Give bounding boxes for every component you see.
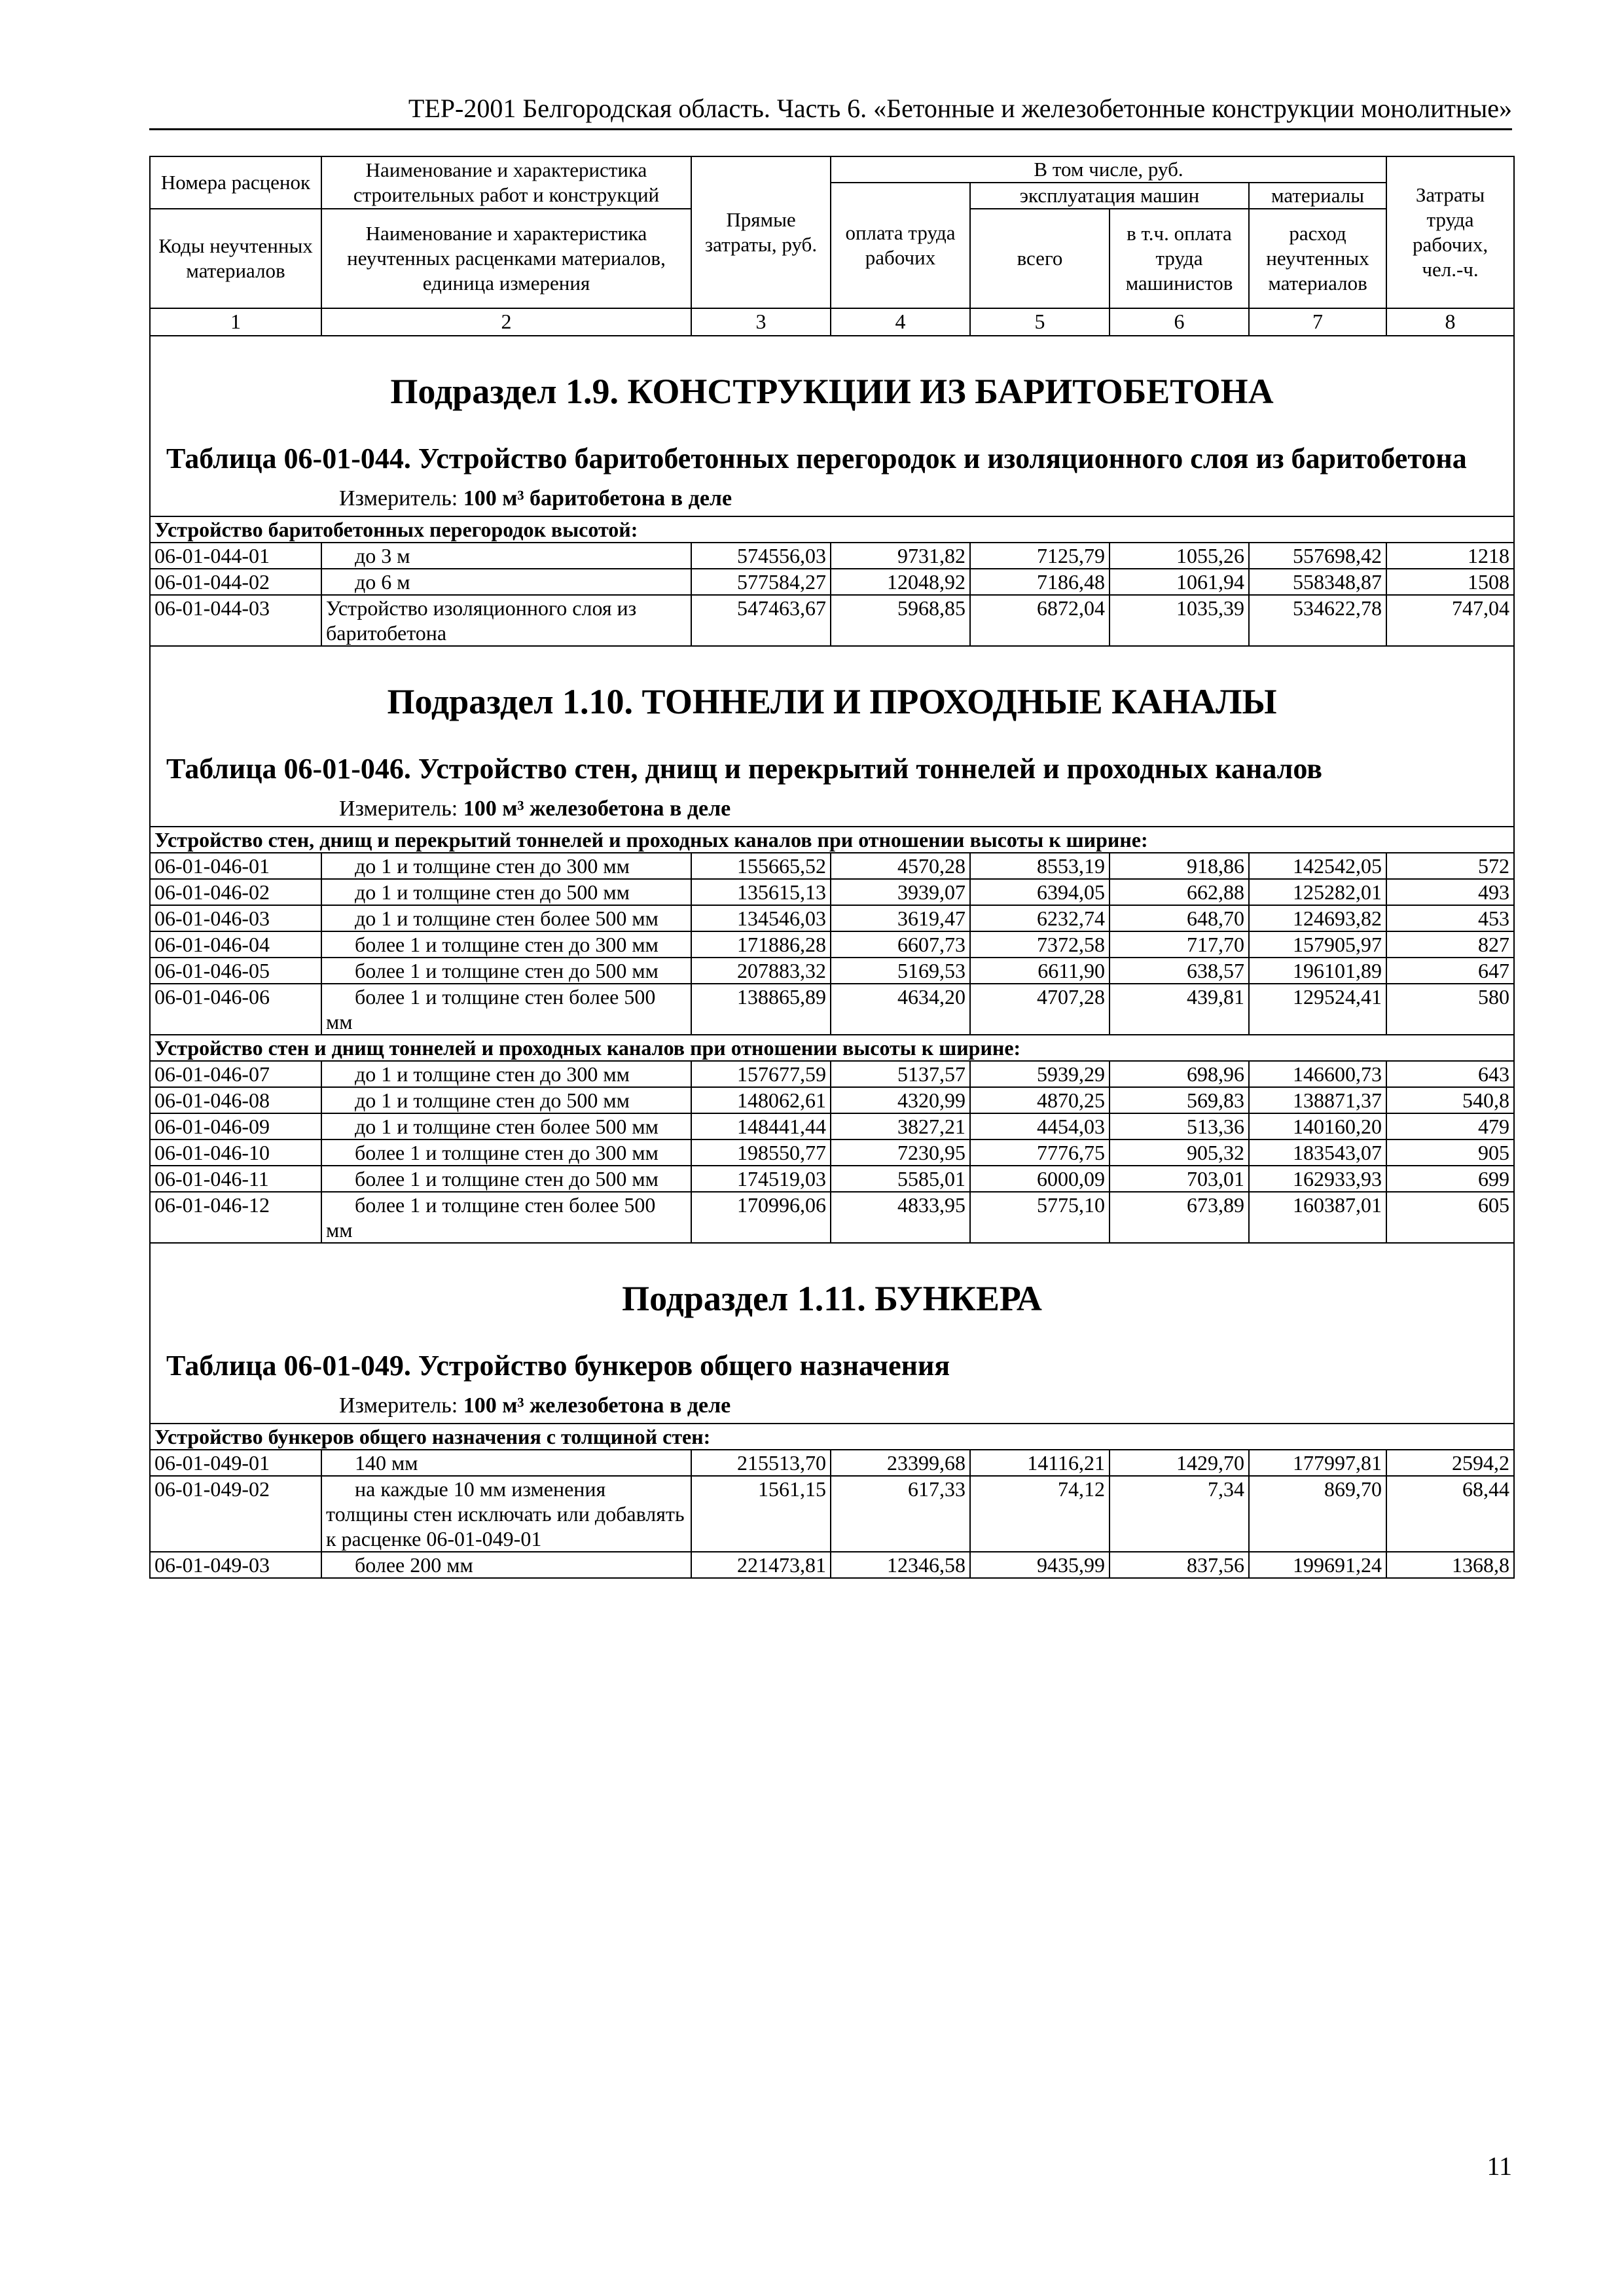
header-col4: оплата труда рабочих xyxy=(831,183,970,308)
work-name: 140 мм xyxy=(321,1450,691,1476)
work-name: более 200 мм xyxy=(321,1552,691,1578)
value-c8: 540,8 xyxy=(1386,1087,1514,1113)
value-c8: 68,44 xyxy=(1386,1476,1514,1552)
rate-code: 06-01-046-02 xyxy=(150,879,321,905)
value-c6: 717,70 xyxy=(1110,931,1249,958)
value-c7: 146600,73 xyxy=(1249,1061,1386,1087)
meter-label: Измеритель: xyxy=(339,1393,458,1418)
rate-code: 06-01-049-02 xyxy=(150,1476,321,1552)
value-c7: 558348,87 xyxy=(1249,569,1386,595)
value-c8: 643 xyxy=(1386,1061,1514,1087)
page-number: 11 xyxy=(1487,2151,1512,2181)
meter-value: 100 м³ железобетона в деле xyxy=(463,797,731,821)
value-c3: 577584,27 xyxy=(691,569,831,595)
value-c7: 162933,93 xyxy=(1249,1166,1386,1192)
table-row xyxy=(150,879,1514,905)
value-c4: 4833,95 xyxy=(831,1192,970,1243)
meter-label: Измеритель: xyxy=(339,486,458,511)
value-c7: 142542,05 xyxy=(1249,853,1386,879)
value-c7: 157905,97 xyxy=(1249,931,1386,958)
value-c4: 3619,47 xyxy=(831,905,970,931)
table-row xyxy=(150,1087,1514,1113)
rate-code: 06-01-046-07 xyxy=(150,1061,321,1087)
header-machines: эксплуатация машин xyxy=(970,183,1249,209)
table-title-text: Устройство баритобетонных перегородок и изоляционного слоя из баритобетона xyxy=(418,442,1467,475)
work-name: до 1 и толщине стен более 500 мм xyxy=(321,1113,691,1139)
value-c4: 5585,01 xyxy=(831,1166,970,1192)
section-header-row xyxy=(150,1243,1514,1424)
value-c8: 827 xyxy=(1386,931,1514,958)
header-col6: в т.ч. оплата труда машинистов xyxy=(1110,209,1249,308)
rate-code: 06-01-046-09 xyxy=(150,1113,321,1139)
value-c8: 905 xyxy=(1386,1139,1514,1166)
value-c3: 1561,15 xyxy=(691,1476,831,1552)
value-c3: 138865,89 xyxy=(691,984,831,1035)
value-c5: 6000,09 xyxy=(970,1166,1110,1192)
meter-line xyxy=(339,1391,1509,1420)
value-c4: 12346,58 xyxy=(831,1552,970,1578)
value-c4: 3827,21 xyxy=(831,1113,970,1139)
table-label: Таблица 06-01-044. xyxy=(166,442,411,475)
work-name: до 6 м xyxy=(321,569,691,595)
rate-code: 06-01-046-03 xyxy=(150,905,321,931)
section-header-row xyxy=(150,646,1514,827)
value-c7: 140160,20 xyxy=(1249,1113,1386,1139)
value-c5: 4454,03 xyxy=(970,1113,1110,1139)
value-c6: 1061,94 xyxy=(1110,569,1249,595)
value-c5: 7776,75 xyxy=(970,1139,1110,1166)
group-header-row xyxy=(150,827,1514,853)
value-c7: 557698,42 xyxy=(1249,543,1386,569)
header-col8: Затраты труда рабочих, чел.-ч. xyxy=(1386,156,1514,308)
value-c6: 703,01 xyxy=(1110,1166,1249,1192)
value-c8: 580 xyxy=(1386,984,1514,1035)
value-c8: 1508 xyxy=(1386,569,1514,595)
value-c4: 23399,68 xyxy=(831,1450,970,1476)
value-c4: 7230,95 xyxy=(831,1139,970,1166)
value-c6: 905,32 xyxy=(1110,1139,1249,1166)
section-title: Подраздел 1.11. БУНКЕРА xyxy=(622,1279,1042,1318)
value-c3: 171886,28 xyxy=(691,931,831,958)
spacer xyxy=(411,1347,418,1385)
value-c5: 6394,05 xyxy=(970,879,1110,905)
value-c4: 5968,85 xyxy=(831,595,970,646)
value-c7: 138871,37 xyxy=(1249,1087,1386,1113)
spacer xyxy=(411,750,418,788)
value-c6: 439,81 xyxy=(1110,984,1249,1035)
value-c5: 7125,79 xyxy=(970,543,1110,569)
value-c7: 160387,01 xyxy=(1249,1192,1386,1243)
table-row xyxy=(150,1192,1514,1243)
rate-code: 06-01-046-05 xyxy=(150,958,321,984)
value-c3: 157677,59 xyxy=(691,1061,831,1087)
rate-code: 06-01-046-04 xyxy=(150,931,321,958)
value-c7: 199691,24 xyxy=(1249,1552,1386,1578)
value-c5: 7186,48 xyxy=(970,569,1110,595)
work-name: более 1 и толщине стен более 500 мм xyxy=(321,1192,691,1243)
table-row xyxy=(150,853,1514,879)
spacer xyxy=(458,1393,463,1418)
value-c5: 8553,19 xyxy=(970,853,1110,879)
value-c5: 7372,58 xyxy=(970,931,1110,958)
meter-value: 100 м³ баритобетона в деле xyxy=(463,486,732,511)
value-c3: 148062,61 xyxy=(691,1087,831,1113)
column-number: 7 xyxy=(1249,308,1386,336)
header-col1-bottom: Коды неучтенных материалов xyxy=(150,209,321,308)
value-c8: 1368,8 xyxy=(1386,1552,1514,1578)
table-row xyxy=(150,595,1514,646)
header-col1-top: Номера расценок xyxy=(150,156,321,209)
value-c6: 7,34 xyxy=(1110,1476,1249,1552)
value-c5: 4870,25 xyxy=(970,1087,1110,1113)
value-c3: 134546,03 xyxy=(691,905,831,931)
rate-code: 06-01-046-08 xyxy=(150,1087,321,1113)
value-c5: 5939,29 xyxy=(970,1061,1110,1087)
work-name: на каждые 10 мм изменения толщины стен исключать или добавлять к расценке 06-01-049-01 xyxy=(321,1476,691,1552)
spacer xyxy=(458,797,463,821)
table-title-text: Устройство стен, днищ и перекрытий тоннелей и проходных каналов xyxy=(418,753,1323,785)
header-rule xyxy=(149,128,1512,130)
value-c4: 4634,20 xyxy=(831,984,970,1035)
rate-code: 06-01-046-11 xyxy=(150,1166,321,1192)
value-c3: 174519,03 xyxy=(691,1166,831,1192)
value-c6: 1429,70 xyxy=(1110,1450,1249,1476)
value-c6: 648,70 xyxy=(1110,905,1249,931)
value-c8: 479 xyxy=(1386,1113,1514,1139)
value-c8: 605 xyxy=(1386,1192,1514,1243)
table-row xyxy=(150,1476,1514,1552)
rate-code: 06-01-049-03 xyxy=(150,1552,321,1578)
rate-code: 06-01-044-01 xyxy=(150,543,321,569)
value-c6: 662,88 xyxy=(1110,879,1249,905)
rate-code: 06-01-044-02 xyxy=(150,569,321,595)
value-c6: 673,89 xyxy=(1110,1192,1249,1243)
value-c4: 4320,99 xyxy=(831,1087,970,1113)
value-c6: 513,36 xyxy=(1110,1113,1249,1139)
value-c4: 5137,57 xyxy=(831,1061,970,1087)
section-title: Подраздел 1.9. КОНСТРУКЦИИ ИЗ БАРИТОБЕТОНА xyxy=(390,372,1274,411)
value-c3: 135615,13 xyxy=(691,879,831,905)
value-c5: 9435,99 xyxy=(970,1552,1110,1578)
column-number: 2 xyxy=(321,308,691,336)
section-header-cell xyxy=(150,646,1514,827)
value-c3: 215513,70 xyxy=(691,1450,831,1476)
value-c3: 148441,44 xyxy=(691,1113,831,1139)
header-col2-top: Наименование и характеристика строительных работ и конструкций xyxy=(321,156,691,209)
table-title xyxy=(166,750,1509,788)
value-c7: 869,70 xyxy=(1249,1476,1386,1552)
value-c6: 1035,39 xyxy=(1110,595,1249,646)
work-name: до 1 и толщине стен до 300 мм xyxy=(321,853,691,879)
value-c5: 4707,28 xyxy=(970,984,1110,1035)
value-c7: 129524,41 xyxy=(1249,984,1386,1035)
value-c8: 699 xyxy=(1386,1166,1514,1192)
table-label: Таблица 06-01-046. xyxy=(166,753,411,785)
value-c6: 698,96 xyxy=(1110,1061,1249,1087)
group-header-row xyxy=(150,516,1514,543)
value-c7: 177997,81 xyxy=(1249,1450,1386,1476)
table-row xyxy=(150,1061,1514,1087)
price-table xyxy=(149,156,1515,1579)
group-title: Устройство стен, днищ и перекрытий тоннелей и проходных каналов при отношении высоты к ширине: xyxy=(150,827,1514,853)
value-c5: 74,12 xyxy=(970,1476,1110,1552)
value-c5: 6611,90 xyxy=(970,958,1110,984)
table-row xyxy=(150,569,1514,595)
column-number: 8 xyxy=(1386,308,1514,336)
header-col2-bottom: Наименование и характеристика неучтенных расценками материалов, единица измерения xyxy=(321,209,691,308)
group-title: Устройство стен и днищ тоннелей и проходных каналов при отношении высоты к ширине: xyxy=(150,1035,1514,1061)
section-header-row xyxy=(150,336,1514,516)
value-c3: 170996,06 xyxy=(691,1192,831,1243)
column-number: 6 xyxy=(1110,308,1249,336)
value-c6: 918,86 xyxy=(1110,853,1249,879)
value-c8: 493 xyxy=(1386,879,1514,905)
value-c5: 5775,10 xyxy=(970,1192,1110,1243)
work-name: более 1 и толщине стен до 500 мм xyxy=(321,1166,691,1192)
section-title: Подраздел 1.10. ТОННЕЛИ И ПРОХОДНЫЕ КАНАЛЫ xyxy=(387,682,1277,721)
header-col5: всего xyxy=(970,209,1110,308)
value-c3: 207883,32 xyxy=(691,958,831,984)
work-name: до 3 м xyxy=(321,543,691,569)
column-number: 4 xyxy=(831,308,970,336)
value-c4: 6607,73 xyxy=(831,931,970,958)
work-name: до 1 и толщине стен до 500 мм xyxy=(321,1087,691,1113)
rate-code: 06-01-046-06 xyxy=(150,984,321,1035)
value-c8: 747,04 xyxy=(1386,595,1514,646)
value-c8: 647 xyxy=(1386,958,1514,984)
table-row xyxy=(150,543,1514,569)
value-c4: 12048,92 xyxy=(831,569,970,595)
value-c5: 6232,74 xyxy=(970,905,1110,931)
table-row xyxy=(150,984,1514,1035)
work-name: до 1 и толщине стен до 300 мм xyxy=(321,1061,691,1087)
table-row xyxy=(150,1113,1514,1139)
work-name: более 1 и толщине стен до 500 мм xyxy=(321,958,691,984)
rate-code: 06-01-044-03 xyxy=(150,595,321,646)
value-c7: 534622,78 xyxy=(1249,595,1386,646)
work-name: Устройство изоляционного слоя из баритобетона xyxy=(321,595,691,646)
table-row xyxy=(150,905,1514,931)
spacer xyxy=(411,440,418,478)
meter-line xyxy=(339,484,1509,513)
value-c6: 837,56 xyxy=(1110,1552,1249,1578)
table-row xyxy=(150,1139,1514,1166)
value-c7: 124693,82 xyxy=(1249,905,1386,931)
table-row xyxy=(150,958,1514,984)
value-c4: 3939,07 xyxy=(831,879,970,905)
value-c4: 617,33 xyxy=(831,1476,970,1552)
work-name: более 1 и толщине стен более 500 мм xyxy=(321,984,691,1035)
value-c8: 2594,2 xyxy=(1386,1450,1514,1476)
header-row-1 xyxy=(150,156,1514,183)
work-name: более 1 и толщине стен до 300 мм xyxy=(321,931,691,958)
value-c3: 221473,81 xyxy=(691,1552,831,1578)
table-row xyxy=(150,1552,1514,1578)
value-c6: 1055,26 xyxy=(1110,543,1249,569)
group-title: Устройство баритобетонных перегородок высотой: xyxy=(150,516,1514,543)
column-number-row xyxy=(150,308,1514,336)
value-c4: 5169,53 xyxy=(831,958,970,984)
column-number: 3 xyxy=(691,308,831,336)
table-row xyxy=(150,1450,1514,1476)
meter-value: 100 м³ железобетона в деле xyxy=(463,1393,731,1418)
header-col7: расход неучтенных материалов xyxy=(1249,209,1386,308)
value-c8: 453 xyxy=(1386,905,1514,931)
group-title: Устройство бункеров общего назначения с толщиной стен: xyxy=(150,1424,1514,1450)
value-c3: 198550,77 xyxy=(691,1139,831,1166)
table-title-text: Устройство бункеров общего назначения xyxy=(418,1350,950,1382)
value-c3: 547463,67 xyxy=(691,595,831,646)
rate-code: 06-01-049-01 xyxy=(150,1450,321,1476)
section-header-cell xyxy=(150,336,1514,516)
value-c6: 569,83 xyxy=(1110,1087,1249,1113)
rate-code: 06-01-046-01 xyxy=(150,853,321,879)
group-header-row xyxy=(150,1035,1514,1061)
value-c4: 4570,28 xyxy=(831,853,970,879)
header-col3: Прямые затраты, руб. xyxy=(691,156,831,308)
group-header-row xyxy=(150,1424,1514,1450)
value-c5: 14116,21 xyxy=(970,1450,1110,1476)
value-c3: 574556,03 xyxy=(691,543,831,569)
value-c8: 1218 xyxy=(1386,543,1514,569)
table-title xyxy=(166,440,1509,478)
value-c3: 155665,52 xyxy=(691,853,831,879)
rate-code: 06-01-046-12 xyxy=(150,1192,321,1243)
value-c6: 638,57 xyxy=(1110,958,1249,984)
column-number: 1 xyxy=(150,308,321,336)
table-label: Таблица 06-01-049. xyxy=(166,1350,411,1382)
table-row xyxy=(150,931,1514,958)
header-materials: материалы xyxy=(1249,183,1386,209)
work-name: до 1 и толщине стен до 500 мм xyxy=(321,879,691,905)
table-title xyxy=(166,1347,1509,1385)
section-header-cell xyxy=(150,1243,1514,1424)
work-name: более 1 и толщине стен до 300 мм xyxy=(321,1139,691,1166)
value-c5: 6872,04 xyxy=(970,595,1110,646)
column-number: 5 xyxy=(970,308,1110,336)
meter-label: Измеритель: xyxy=(339,797,458,821)
value-c7: 196101,89 xyxy=(1249,958,1386,984)
work-name: до 1 и толщине стен более 500 мм xyxy=(321,905,691,931)
value-c7: 183543,07 xyxy=(1249,1139,1386,1166)
value-c8: 572 xyxy=(1386,853,1514,879)
rate-code: 06-01-046-10 xyxy=(150,1139,321,1166)
running-header: ТЕР-2001 Белгородская область. Часть 6. «Бетонные и железобетонные конструкции монолитные» xyxy=(408,94,1512,123)
table-row xyxy=(150,1166,1514,1192)
value-c4: 9731,82 xyxy=(831,543,970,569)
meter-line xyxy=(339,795,1509,823)
header-incl: В том числе, руб. xyxy=(831,156,1386,183)
spacer xyxy=(458,486,463,511)
value-c7: 125282,01 xyxy=(1249,879,1386,905)
